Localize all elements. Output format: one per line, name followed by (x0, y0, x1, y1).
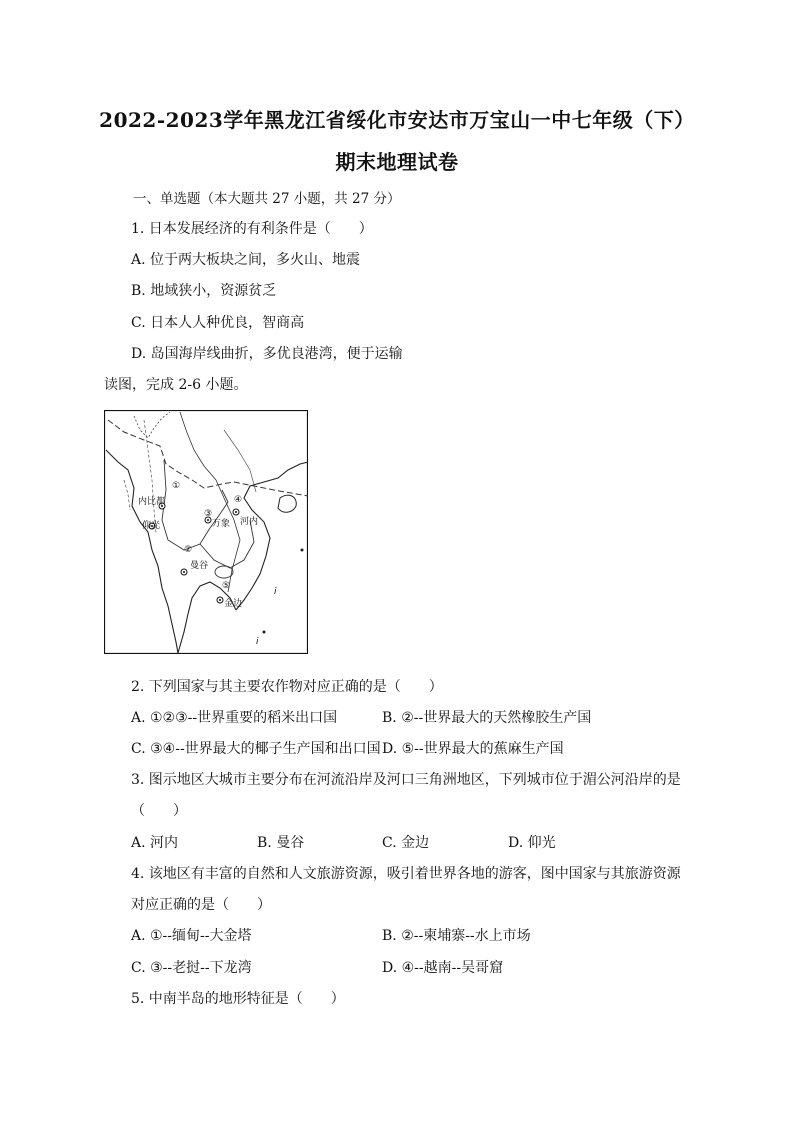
q4-option-b: B. ②--柬埔寨--水上市场 (382, 928, 531, 944)
map-label-c3: ③ (204, 509, 213, 519)
q1-option-c: C. 日本人人种优良，智商高 (131, 315, 305, 331)
map-label-phnompenh: 金边 (224, 599, 243, 609)
q5-stem: 5. 中南半岛的地形特征是（ ） (131, 991, 345, 1007)
q2-option-a: A. ①②③--世界重要的稻米出口国 (131, 710, 338, 726)
q3-stem-continued: （ ） (131, 803, 187, 819)
section-heading: 一、单选题（本大题共 27 小题，共 27 分） (133, 191, 401, 207)
map-label-yangon: 仰光 (142, 521, 161, 531)
map-label-c2: ② (184, 545, 193, 555)
q2-option-c: C. ③④--世界最大的椰子生产国和出口国 (131, 741, 381, 757)
q3-option-a: A. 河内 (131, 835, 179, 851)
q4-option-d: D. ④--越南--吴哥窟 (382, 960, 504, 976)
q1-option-a: A. 位于两大板块之间，多火山、地震 (131, 252, 361, 268)
map-label-i2: i (256, 637, 259, 647)
q2-stem: 2. 下列国家与其主要农作物对应正确的是（ ） (131, 679, 443, 695)
map-label-bangkok: 曼谷 (190, 561, 209, 571)
q4-option-a: A. ①--缅甸--大金塔 (131, 928, 252, 944)
q2-option-b: B. ②--世界最大的天然橡胶生产国 (382, 710, 592, 726)
map-label-c5: ⑤ (222, 581, 231, 591)
q4-stem: 4. 该地区有丰富的自然和人文旅游资源，吸引着世界各地的游客，图中国家与其旅游资源 (131, 866, 681, 882)
q4-option-c: C. ③--老挝--下龙湾 (131, 960, 252, 976)
map-label-c1: ① (172, 481, 181, 491)
southeast-asia-map (104, 410, 308, 654)
map-label-hanoi: 河内 (240, 517, 259, 527)
q4-stem-continued: 对应正确的是（ ） (131, 897, 271, 913)
page-title: 2022-2023学年黑龙江省绥化市安达市万宝山一中七年级（下） (99, 108, 695, 132)
q2-option-d: D. ⑤--世界最大的蕉麻生产国 (382, 741, 564, 757)
page-subtitle: 期末地理试卷 (335, 150, 459, 174)
q1-option-d: D. 岛国海岸线曲折，多优良港湾，便于运输 (131, 346, 403, 362)
read-map-instruction: 读图，完成 2-6 小题。 (104, 377, 248, 393)
map-label-naypyidaw: 内比都 (138, 497, 166, 507)
q1-option-b: B. 地域狭小，资源贫乏 (131, 283, 277, 299)
map-label-i1: i (274, 587, 277, 597)
map-label-vientiane: 万象 (212, 519, 231, 529)
q3-stem: 3. 图示地区大城市主要分布在河流沿岸及河口三角洲地区，下列城市位于湄公河沿岸的是 (131, 772, 681, 788)
q3-option-d: D. 仰光 (508, 835, 556, 851)
map-label-c4: ④ (234, 495, 243, 505)
q1-stem: 1. 日本发展经济的有利条件是（ ） (131, 221, 373, 237)
q3-option-c: C. 金边 (382, 835, 430, 851)
q3-option-b: B. 曼谷 (257, 835, 305, 851)
